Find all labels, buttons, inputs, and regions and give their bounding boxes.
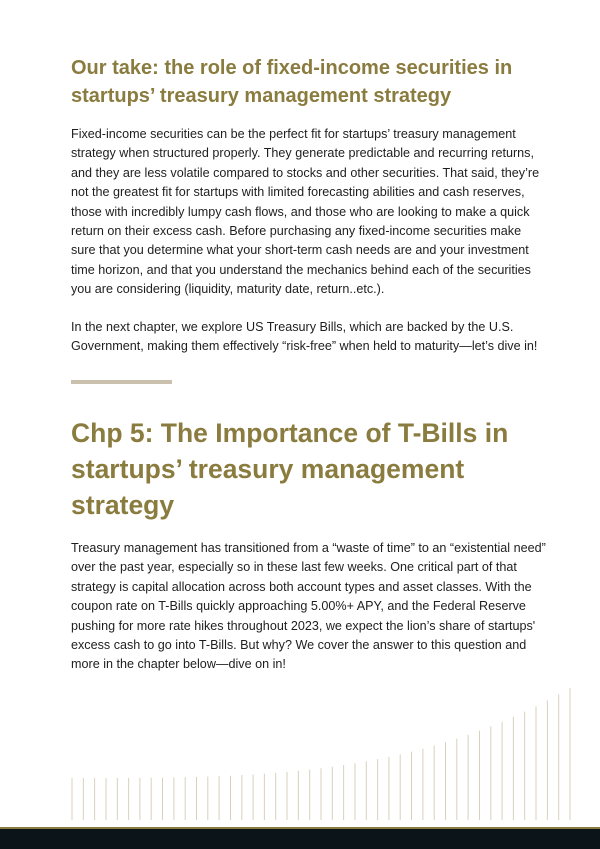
section-paragraph-2: In the next chapter, we explore US Treasury Bills, which are backed by the U.S. Government, making them effectively “risk-free” when held to maturity—let’s dive in! xyxy=(71,320,538,354)
section-divider xyxy=(71,380,172,384)
chapter-heading: Chp 5: The Importance of T-Bills in startups’ treasury management strategy xyxy=(71,418,509,520)
decorative-bar-lines xyxy=(0,680,600,830)
chapter-paragraph: Treasury management has transitioned from a “waste of time” to an “existential need” over the past year, especially so in these last few weeks. One critical part of that strategy is capital allocation across both account types and asset classes. With the coupon rate on T-Bills quickly approaching 5.00%+ APY, and the Federal Reserve pushing for more rate hikes throughout 2023, we expect the lion’s share of startups' excess cash to go into T-Bills. But why? We cover the answer to this question and more in the chapter below—dive on in! xyxy=(71,541,546,672)
footer-bar xyxy=(0,829,600,849)
section-heading: Our take: the role of fixed-income securities in startups’ treasury management strategy xyxy=(71,57,513,107)
section-paragraph-1: Fixed-income securities can be the perfect fit for startups’ treasury management strategy when structured properly. They generate predictable and recurring returns, and they are less volatile compared to stocks and other securities. That said, they’re not the greatest fit for startups with limited forecasting abilities and cash reserves, those with incredibly lumpy cash flows, and those who are looking to make a quick return on their excess cash. Before purchasing any fixed-income securities make sure that you determine what your short-term cash needs are and your investment time horizon, and that you understand the mechanics behind each of the securities you are considering (liquidity, maturity date, return..etc.). xyxy=(71,127,540,297)
